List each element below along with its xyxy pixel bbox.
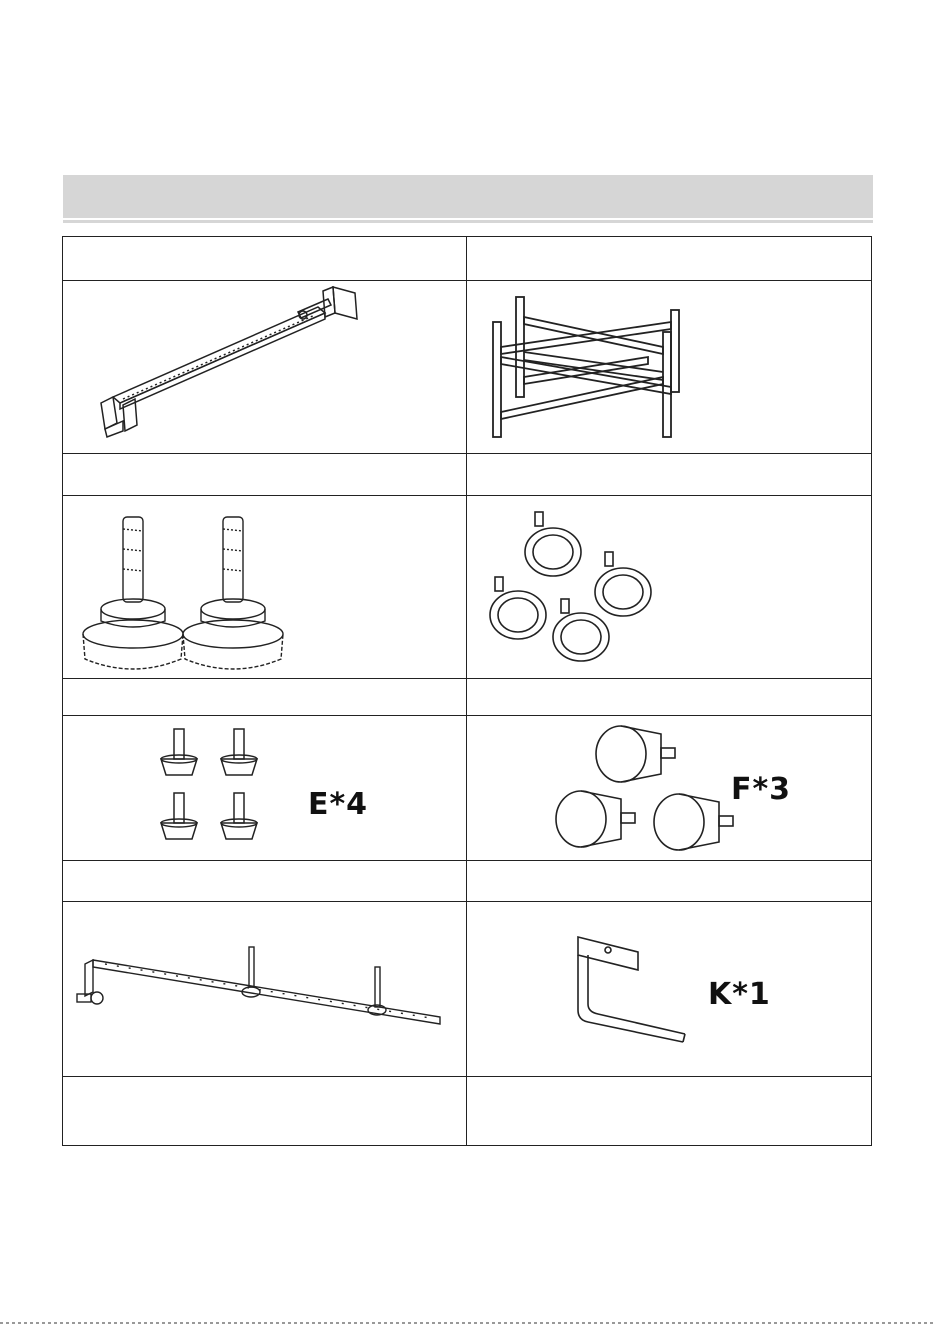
leveling-knob-icon [81,509,291,674]
part-f-quantity: F*3 [731,772,792,807]
part-label-e [63,679,466,715]
header-rule [63,220,873,223]
row-divider [63,495,871,496]
part-label-i [63,1077,466,1145]
part-label-b [467,237,871,280]
part-label-a [63,237,466,280]
part-label-g [63,861,466,901]
part-label-c [63,454,466,495]
part-label-d [467,454,871,495]
mounting-bracket-icon [75,942,445,1042]
part-label-j [467,1077,871,1145]
row-divider [63,901,871,902]
section-header-bar [63,175,873,218]
crossbar-icon [93,285,393,445]
part-e-quantity: E*4 [308,787,369,822]
row-divider [63,280,871,281]
part-k-quantity: K*1 [708,977,771,1012]
frame-icon [488,292,728,442]
part-label-h [467,861,871,901]
part-label-f [467,679,871,715]
screw-foot-icon [156,727,276,852]
caster-wheel-icon [483,507,673,672]
row-divider [63,715,871,716]
headphone-hook-icon [573,932,703,1052]
parts-table [62,236,872,1146]
